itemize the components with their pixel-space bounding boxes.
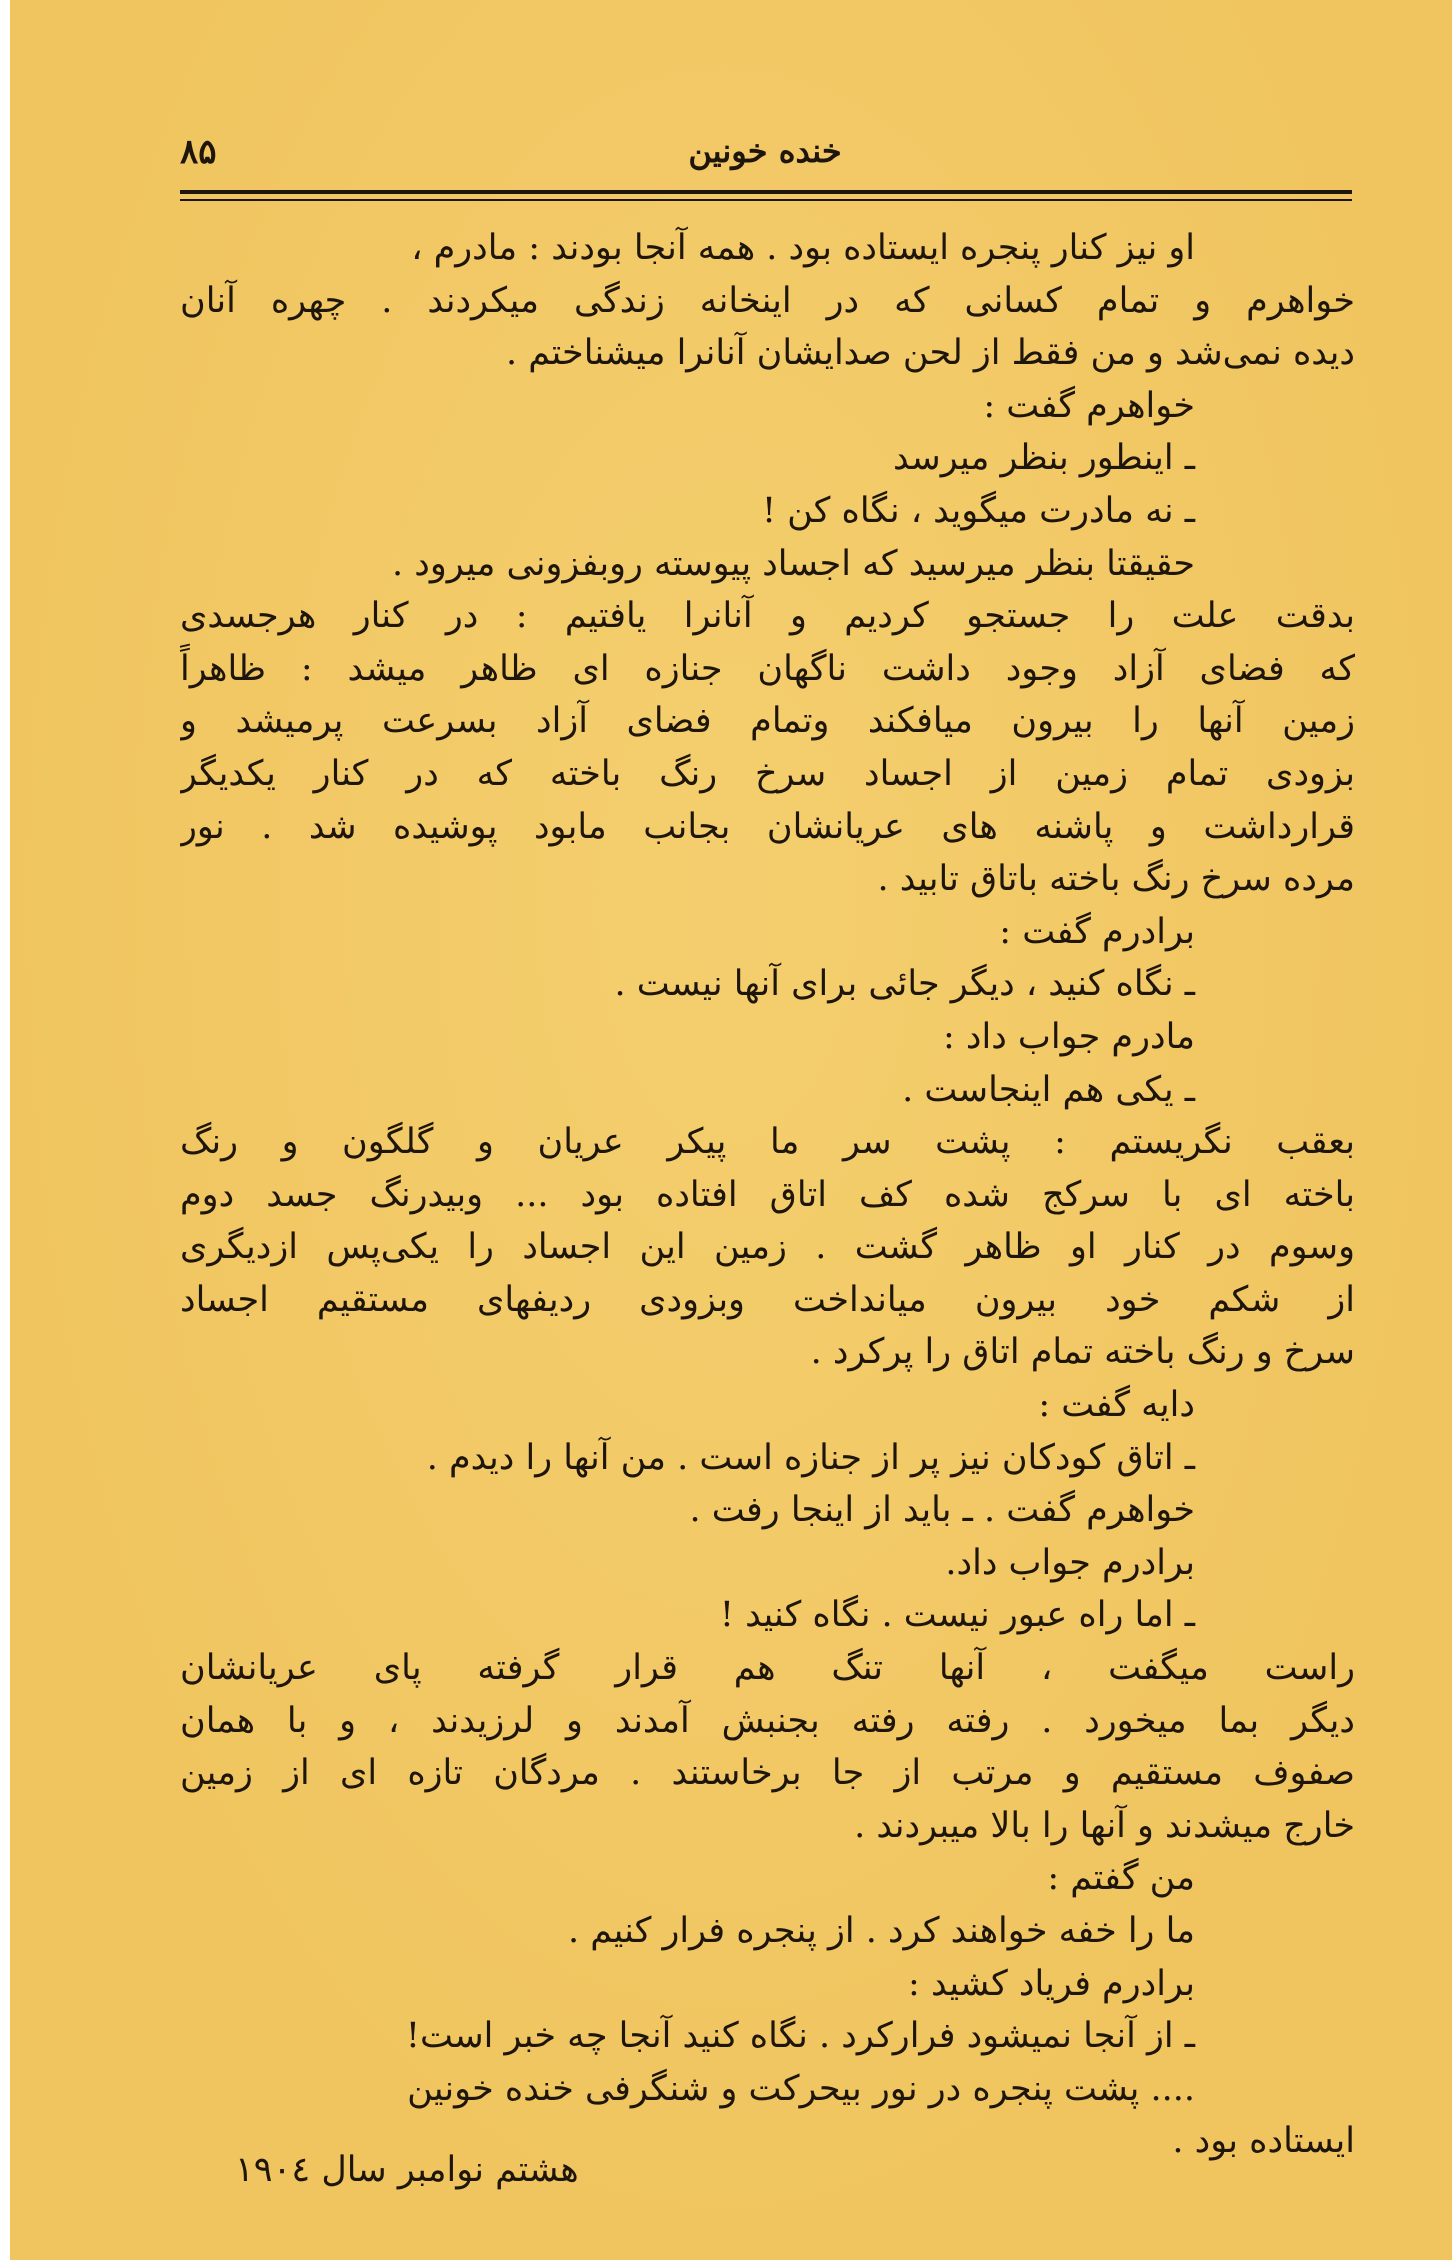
text-line: مادرم جواب داد : <box>942 1016 1195 1057</box>
scan-edge <box>0 0 10 2260</box>
text-line: خواهرم گفت . ـ باید از اینجا رفت . <box>689 1490 1195 1531</box>
text-line: حقیقتا بنظر میرسید که اجساد پیوسته روبفزونی میرود . <box>392 543 1195 584</box>
text-line: راست میگفت ، آنها تنگ هم قرار گرفته پای عریانشان <box>180 1648 1355 1689</box>
text-line: ـ نه مادرت میگوید ، نگاه کن ! <box>761 490 1195 531</box>
text-line: باخته ای با سرکج شده کف اتاق افتاده بود ... وبیدرنگ جسد دوم <box>180 1174 1355 1215</box>
text-line: دیده نمی‌شد و من فقط از لحن صدایشان آنانرا میشناختم . <box>505 333 1355 374</box>
text-line: ـ یکی هم اینجاست . <box>902 1069 1195 1110</box>
text-line: سرخ و رنگ باخته تمام اتاق را پرکرد . <box>810 1332 1355 1373</box>
text-line: صفوف مستقیم و مرتب از جا برخاستند . مردگان تازه ای از زمین <box>180 1753 1355 1794</box>
text-line: خارج میشدند و آنها را بالا میبردند . <box>854 1805 1355 1846</box>
text-line: او نیز کنار پنجره ایستاده بود . همه آنجا بودند : مادرم ، <box>411 228 1195 268</box>
text-line: بزودی تمام زمین از اجساد سرخ رنگ باخته که در کنار یکدیگر <box>180 753 1355 794</box>
text-line: ما را خفه خواهند کرد . از پنجره فرار کنیم . <box>568 1911 1195 1951</box>
text-line: ـ اینطور بنظر میرسد <box>893 438 1195 479</box>
text-line: زمین آنها را بیرون میافکند وتمام فضای آزاد بسرعت پرمیشد و <box>180 701 1355 742</box>
text-line: قرارداشت و پاشنه های عریانشان بجانب مابود پوشیده شد . نور <box>180 806 1355 847</box>
text-line: خواهرم و تمام کسانی که در اینخانه زندگی میکردند . چهره آنان <box>180 280 1355 321</box>
dateline: هشتم نوامبر سال ۱۹۰٤ <box>235 2150 579 2190</box>
page-header <box>180 128 1350 188</box>
text-line: ـ از آنجا نمیشود فرارکرد . نگاه کنید آنجا چه خبر است! <box>405 2016 1195 2057</box>
text-line: ایستاده بود . <box>1172 2121 1355 2162</box>
text-line: من گفتم : <box>1047 1858 1195 1899</box>
header-rule-thin <box>180 199 1352 201</box>
text-line: ـ نگاه کنید ، دیگر جائی برای آنها نیست . <box>614 964 1195 1005</box>
text-line: بعقب نگریستم : پشت سر ما پیکر عریان و گلگون و رنگ <box>180 1122 1355 1163</box>
text-line: برادرم گفت : <box>999 911 1195 952</box>
text-line: برادرم جواب داد. <box>945 1542 1195 1583</box>
text-line: برادرم فریاد کشید : <box>908 1963 1195 2004</box>
text-line: خواهرم گفت : <box>983 385 1195 426</box>
text-line: ـ اما راه عبور نیست . نگاه کنید ! <box>719 1595 1195 1636</box>
text-line: .... پشت پنجره در نور بیحرکت و شنگرفی خنده خونین <box>407 2068 1195 2109</box>
text-line: از شکم خود بیرون میانداخت وبزودی ردیفهای مستقیم اجساد <box>180 1279 1355 1320</box>
running-title: خنده خونین <box>688 132 842 170</box>
text-line: دایه گفت : <box>1038 1385 1195 1426</box>
body-text <box>180 222 1355 2168</box>
text-line: که فضای آزاد وجود داشت ناگهان جنازه ای ظاهر میشد : ظاهراً <box>180 648 1355 689</box>
text-line: وسوم در کنار او ظاهر گشت . زمین این اجساد را یکی‌پس ازدیگری <box>180 1227 1355 1268</box>
text-line: ـ اتاق کودکان نیز پر از جنازه است . من آنها را دیدم . <box>426 1437 1195 1478</box>
header-rule-thick <box>180 190 1352 194</box>
page-number: ۸۵ <box>180 132 217 172</box>
text-line: دیگر بما میخورد . رفته رفته بجنبش آمدند و لرزیدند ، و با همان <box>180 1700 1355 1741</box>
text-line: بدقت علت را جستجو کردیم و آنانرا یافتیم : در کنار هرجسدی <box>180 596 1355 637</box>
text-line: مرده سرخ رنگ باخته باتاق تابید . <box>877 859 1355 900</box>
